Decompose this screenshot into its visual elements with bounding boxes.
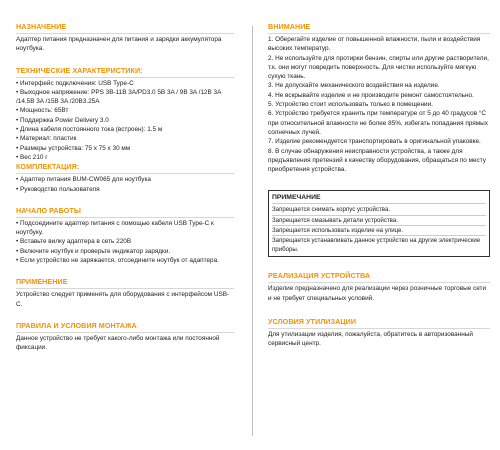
purpose-section: [16, 22, 234, 54]
mounting-section: [16, 321, 234, 353]
list-item: 6. Устройство требуется хранить при температуре от 5 до 40 градусов °С при относительной влажности не более 85%, избегать попадания прямых солнечных лучей.: [268, 110, 488, 136]
specs-section: [16, 66, 234, 163]
sale-text: Изделие предназначено для реализации через розничные торговые сети и не требует специальных условий.: [268, 285, 487, 302]
note-line: Запрещается смазывать детали устройства.: [272, 216, 486, 226]
mounting-heading: ПРАВИЛА И УСЛОВИЯ МОНТАЖА: [16, 321, 234, 333]
list-item: • Интерфейс подключения: USB Type-C: [16, 79, 234, 88]
sale-section: [268, 271, 490, 303]
list-item: 7. Изделие рекомендуется транспортировать в оригинальной упаковке.: [268, 138, 481, 146]
column-separator: [252, 26, 253, 436]
list-item: • Материал: пластик: [16, 134, 234, 143]
list-item: 2. Не используйте для протирки бензин, спирты или другие растворители, т.к. они могут повредить поверхность. Для чистки используйте мягкую сухую ткань.: [268, 54, 489, 81]
attention-list: [268, 35, 490, 174]
list-item: • Выходное напряжение: PPS 3B-11B 3A/PD3.0 5B 3A / 9B 3A /12B 3A /14.5B 3A /15B 3A /20B3.25A: [16, 88, 234, 107]
kit-section: [16, 162, 234, 194]
right-column: [268, 22, 490, 349]
list-item: • Вес 210 г: [16, 153, 234, 162]
disposal-text: Для утилизации изделия, пожалуйста, обратитесь в авторизованный сервисный центр.: [268, 331, 473, 348]
application-section: [16, 277, 234, 309]
note-box: [268, 190, 490, 257]
start-list: [16, 219, 234, 265]
list-item: • Если устройство не заряжается, отсоедините ноутбук от адаптера.: [16, 256, 234, 265]
kit-list: [16, 175, 234, 194]
attention-section: [268, 22, 490, 174]
disposal-heading: УСЛОВИЯ УТИЛИЗАЦИИ: [268, 317, 490, 329]
mounting-text: Данное устройство не требует какого-либо монтажа или постоянной фиксации.: [16, 334, 220, 352]
list-item: • Подсоедините адаптер питания с помощью кабеля USB Type-C к ноутбуку.: [16, 219, 234, 238]
list-item: • Размеры устройства: 75 x 75 x 30 мм: [16, 144, 234, 153]
list-item: 5. Устройство стоит использовать только в помещении.: [268, 101, 433, 109]
note-heading: ПРИМЕЧАНИЕ: [272, 193, 486, 204]
list-item: 8. В случае обнаружения неисправности устройства, а также для предъявления претензий к качеству оборудования, обращаться по месту приобретения устройства.: [268, 147, 486, 174]
purpose-heading: НАЗНАЧЕНИЕ: [16, 22, 234, 34]
list-item: 4. Не вскрывайте изделие и не производите ремонт самостоятельно.: [268, 91, 474, 99]
purpose-text: Адаптер питания предназначен для питания и зарядки аккумулятора ноутбука.: [16, 36, 222, 53]
list-item: 1. Оберегайте изделие от повышенной влажности, пыли и воздействия высоких температур.: [268, 36, 481, 53]
application-heading: ПРИМЕНЕНИЕ: [16, 277, 234, 289]
specs-list: [16, 79, 234, 163]
left-column: [16, 22, 234, 353]
disposal-section: [268, 317, 490, 349]
application-text: Устройство следует применять для оборудования с интерфейсом USB-C.: [16, 291, 230, 308]
list-item: 3. Не допускайте механического воздействия на изделие.: [268, 82, 440, 90]
list-item: • Длина кабеля постоянного тока (встроен): 1.5 м: [16, 125, 234, 134]
specs-heading: ТЕХНИЧЕСКИЕ ХАРАКТЕРИСТИКИ:: [16, 66, 234, 78]
note-line: Запрещается снимать корпус устройства.: [272, 205, 486, 215]
note-line: Запрещается устанавливать данное устройство на другие электрические приборы.: [272, 237, 481, 254]
attention-heading: ВНИМАНИЕ: [268, 22, 490, 34]
list-item: • Включите ноутбук и проверьте индикатор зарядки.: [16, 247, 234, 256]
list-item: • Руководство пользователя: [16, 185, 234, 194]
note-line: Запрещается использовать изделие на улице.: [272, 226, 486, 236]
start-heading: НАЧАЛО РАБОТЫ: [16, 206, 234, 218]
sale-heading: РЕАЛИЗАЦИЯ УСТРОЙСТВА: [268, 271, 490, 283]
kit-heading: КОМПЛЕКТАЦИЯ:: [16, 162, 234, 174]
list-item: • Мощность: 65Вт: [16, 106, 234, 115]
list-item: • Вставьте вилку адаптера в сеть 220В: [16, 237, 234, 246]
list-item: • Адаптер питания BUM-CW065 для ноутбука: [16, 175, 234, 184]
start-section: [16, 206, 234, 265]
list-item: • Поддержка Power Delivery 3.0: [16, 116, 234, 125]
